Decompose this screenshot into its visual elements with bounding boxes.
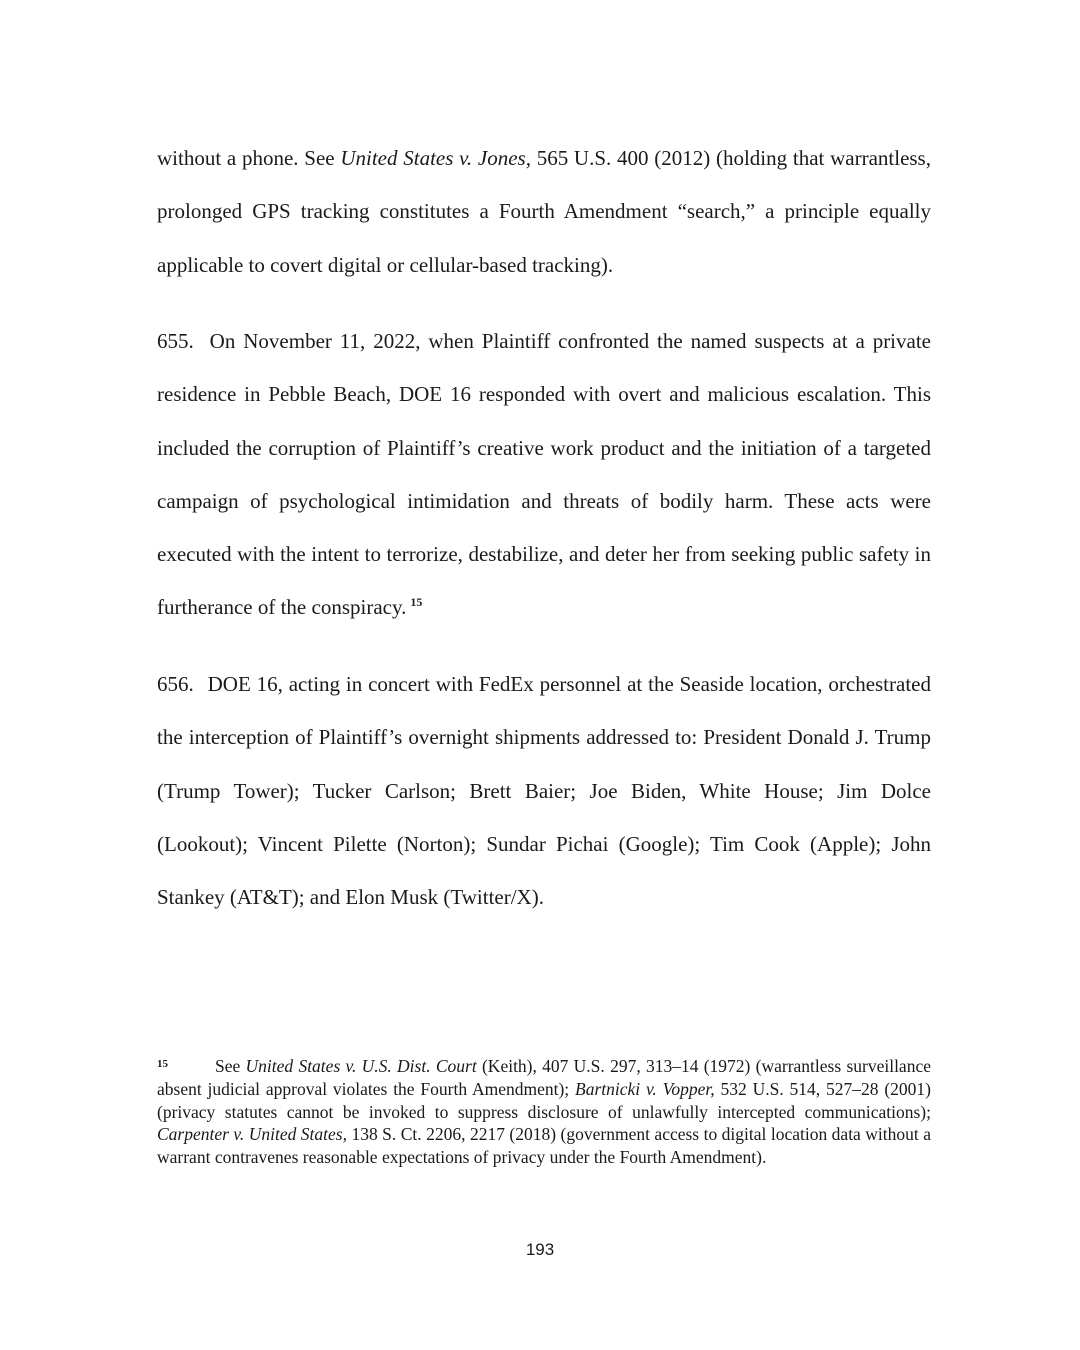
case-citation: Carpenter v. United States,: [157, 1124, 347, 1145]
paragraph-number: 655.: [157, 329, 194, 353]
case-citation: United States v. U.S. Dist. Court: [245, 1056, 477, 1076]
case-citation: United States v. Jones,: [340, 146, 531, 170]
page-number: 193: [525, 1240, 555, 1259]
paragraph-text: On November 11, 2022, when Plaintiff confronted the named suspects at a private residence in Pebble Beach, DOE 16 responded with overt and malicious escalation. This included the corruption of Plaintiff’s creative work product and the initiation of a targeted campaign of psychological intimidation and threats of bodily harm. These acts were executed with the intent to terrorize, destabilize, and deter her from seeking public safety in furtherance of the conspiracy.: [157, 329, 931, 620]
paragraph-number: 656.: [157, 672, 194, 696]
footnote-15: 15 See United States v. U.S. Dist. Court (Keith), 407 U.S. 297, 313–14 (1972) (warrantless surveillance absent judicial approval violates the Fourth Amendment); Bartnicki v. Vopper, 532 U.S. 514, 527–28 (2001) (privacy statutes cannot be invoked to suppress disclosure of unlawfully intercepted communications); Carpenter v. United States, 138 S. Ct. 2206, 2217 (2018) (government access to digital location data without a warrant contravenes reasonable expectations of privacy under the Fourth Amendment).: [157, 1056, 931, 1168]
paragraph-text: DOE 16, acting in concert with FedEx personnel at the Seaside location, orchestrated the interception of Plaintiff’s overnight shipments addressed to: President Donald J. Trump (Trump Tower); Tucker Carlson; Brett Baier; Joe Biden, White House; Jim Dolce (Lookout); Vincent Pilette (Norton); Sundar Pichai (Google); Tim Cook (Apple); John Stankey (AT&T); and Elon Musk (Twitter/X).: [157, 672, 931, 910]
footnote-reference[interactable]: 15: [410, 595, 423, 610]
paragraph-656: [157, 658, 931, 924]
case-citation: Bartnicki v. Vopper,: [575, 1078, 715, 1099]
paragraph-655: [157, 315, 931, 635]
paragraph-continued: without a phone. See United States v. Jones, 565 U.S. 400 (2012) (holding that warrantless, prolonged GPS tracking constitutes a Fourth Amendment “search,” a principle equally applicable to covert digital or cellular-based tracking).: [157, 146, 931, 277]
